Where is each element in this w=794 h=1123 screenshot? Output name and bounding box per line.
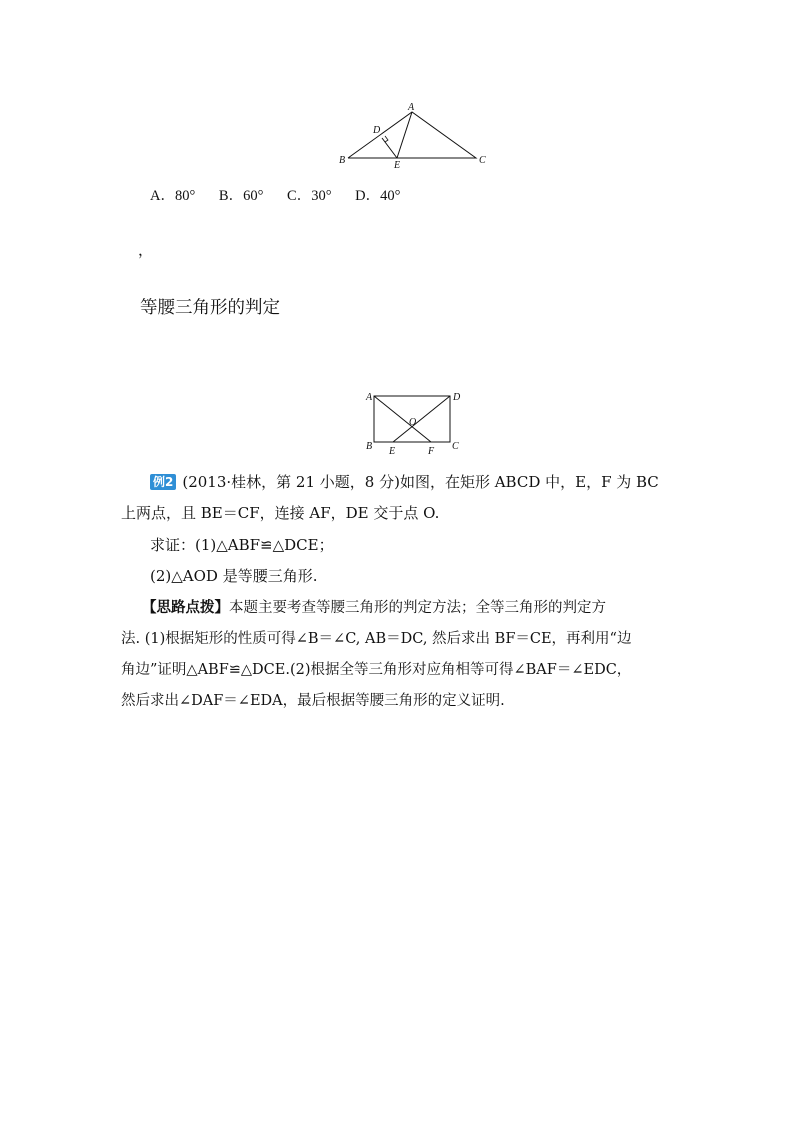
label-e: E: [394, 160, 401, 171]
triangle-figure: [336, 100, 496, 172]
hint-text-1: 本题主要考查等腰三角形的判定方法；全等三角形的判定方: [229, 600, 606, 616]
example-line-4: (2)△AOD 是等腰三角形.: [150, 567, 318, 585]
hint-title: 【思路点拨】: [142, 599, 229, 616]
label-b: B: [366, 441, 373, 452]
example-line-1: [150, 472, 659, 492]
choice-c: C．30°: [287, 188, 332, 204]
right-angle-mark: [385, 136, 388, 142]
label-a: A: [366, 392, 373, 403]
label-o: O: [409, 417, 417, 428]
hint-line-3: 角边”证明△ABF≌△DCE.(2)根据全等三角形对应角相等可得∠BAF＝∠EDC，: [121, 662, 632, 678]
segment-af: [374, 396, 431, 442]
label-c: C: [479, 155, 486, 166]
label-f: F: [428, 446, 435, 457]
label-c: C: [452, 441, 459, 452]
label-e: E: [389, 446, 396, 457]
label-d: D: [453, 392, 461, 403]
choice-a: A．80°: [150, 188, 196, 204]
rectangle-figure: [364, 388, 464, 458]
example-line-2: 上两点，且 BE＝CF，连接 AF，DE 交于点 O.: [121, 504, 440, 522]
hint-line-1: [142, 598, 606, 618]
hint-line-2: 法. (1)根据矩形的性质可得∠B＝∠C, AB＝DC, 然后求出 BF＝CE，再利用“边: [121, 631, 632, 647]
choice-d: D．40°: [355, 188, 401, 204]
stray-comma: ，: [138, 241, 154, 259]
label-a: A: [408, 102, 415, 113]
label-b: B: [339, 155, 346, 166]
segment-ae: [397, 112, 412, 158]
example-line-3: 求证：(1)△ABF≌△DCE；: [150, 536, 334, 554]
segment-de: [382, 138, 397, 158]
answer-choices: [150, 186, 420, 206]
section-heading: 等腰三角形的判定: [140, 298, 280, 318]
triangle-outline: [348, 112, 476, 158]
example-badge: 例2: [150, 474, 176, 490]
example-text-1: (2013·桂林，第 21 小题，8 分)如图，在矩形 ABCD 中，E，F 为 BC: [182, 473, 659, 491]
choice-b: B．60°: [218, 188, 264, 204]
hint-line-4: 然后求出∠DAF＝∠EDA，最后根据等腰三角形的定义证明.: [121, 693, 505, 709]
segment-de: [393, 396, 450, 442]
label-d: D: [373, 125, 381, 136]
